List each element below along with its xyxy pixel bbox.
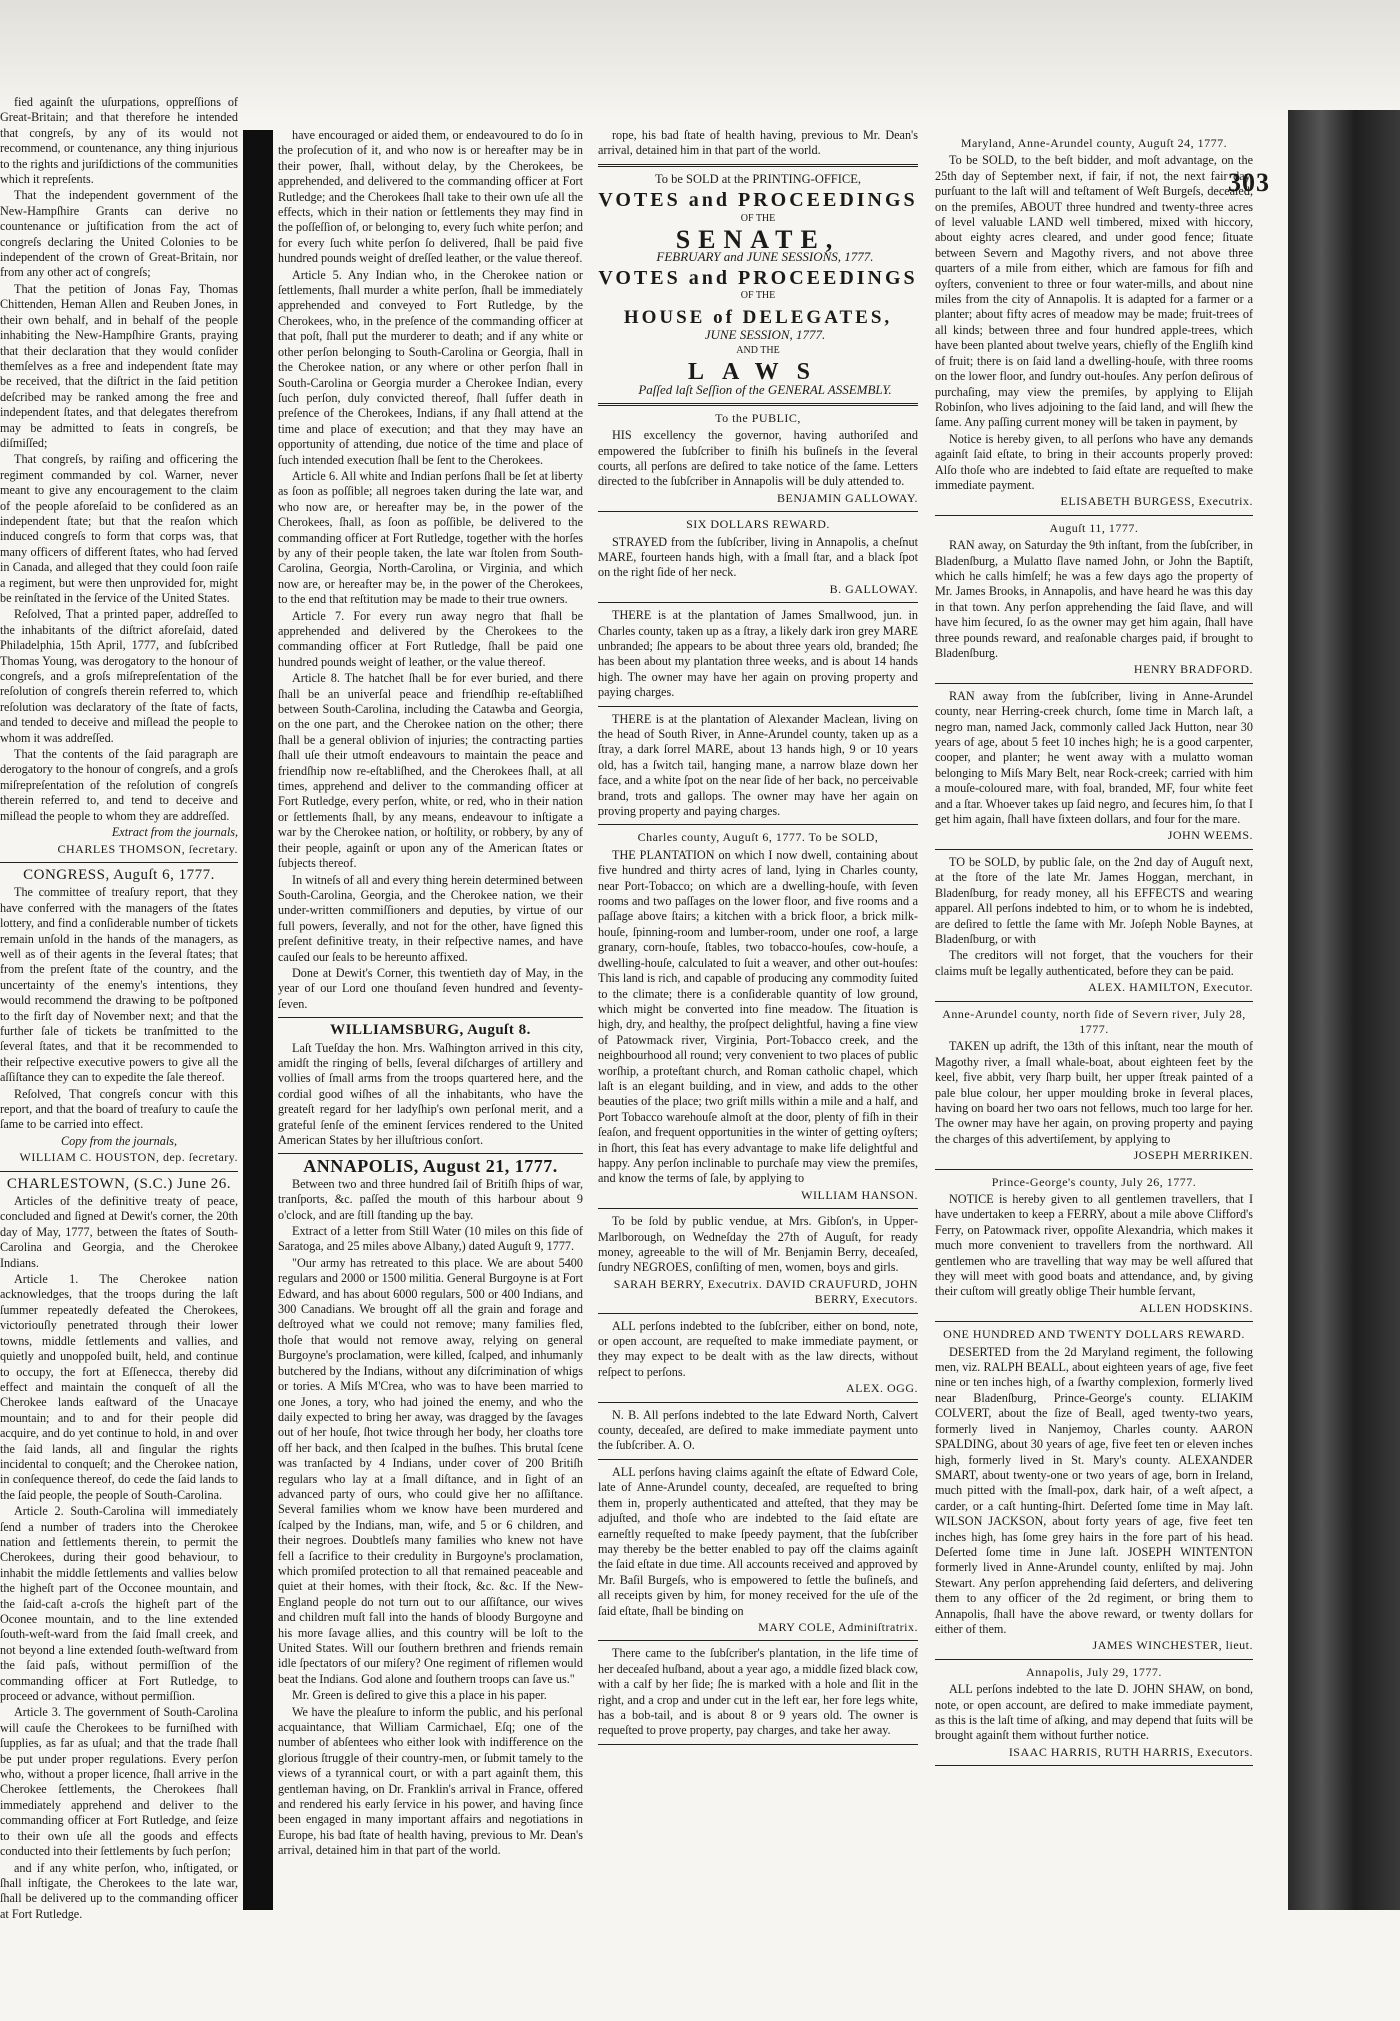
heading-congress: CONGRESS, Auguſt 6, 1777. [23, 866, 215, 883]
article-paragraph: Article 5. Any Indian who, in the Cherokee nation or ſettlements, ſhall murder a white perſon, ſhall be immediately apprehended and conveyed to Fort Rutledge, by the Cherokees, who, in the preſence of the commanding officer at that poſt, ſhall put the murderer to death; and if any white or other perſon belonging to South-Carolina or Georgia, ſhall in the Cherokee nation, or any where or other perſon ſhall in South-Carolina or Georgia murder a Cherokee Indian, every ſuch perſon, duly convicted thereof, ſhall ſuffer death in preſence of the Cherokees, Indians, if any ſhall attend at the time and place of execution; and that they may have an opportunity of attending, due notice of the time and place of ſuch intended execution ſhall be ſent to the Cherokees. [278, 267, 583, 467]
advertisement-body: TAKEN up adrift, the 13th of this inſtant, near the mouth of Magothy river, a ſmall whale-boat, about eighteen feet by the keel, five abbit, very ſharp built, her upper ſtreak painted of a pale blue colour, her upper moulding broke in ſeveral places, having on board her two oars not fellows, much too large for her. The owner may have her again, on proving property and paying the charges of this advertiſement, by applying to [935, 1039, 1253, 1146]
article-paragraph: Mr. Green is deſired to give this a place in his paper. [292, 1688, 547, 1703]
advertisement [598, 712, 918, 826]
rule [935, 1321, 1253, 1322]
article-paragraph: In witneſs of all and every thing herein determined between South-Carolina, Georgia, and the Cherokee nation, we their under-written commiſſioners and deputies, by virtue of our full powers, ſeverally, and not for the other, have ſigned this preſent definitive treaty, in their reſpective names, and have cauſed our ſeals to be hereunto affixed. [278, 872, 583, 964]
advertisement-body: TO be SOLD, by public ſale, on the 2nd day of Auguſt next, at the ſtore of the late Mr. James Hoggan, merchant, in Bladenſburg, for ready money, all his EFFECTS and wearing apparel. All perſons indebted to him, or to whom he is indebted, are deſired to ſettle the ſame with Mr. Joſeph Noble Baynes, at Bladenſburg, or with [935, 854, 1253, 946]
house-title: HOUSE of DELEGATES, [623, 306, 893, 328]
article-paragraph: That the contents of the ſaid paragraph are derogatory to the honour of congreſs, and a groſs miſrepreſentation of the reſolution of congreſs therein referred to, and tend to deceive and miſlead the people to whom they are addreſſed. [0, 747, 238, 823]
rule [278, 1153, 583, 1154]
advertisement [598, 1214, 918, 1313]
rule [935, 683, 1253, 684]
rule [935, 1001, 1253, 1002]
advertisement [935, 1665, 1253, 1766]
advertisement-body: THE PLANTATION on which I now dwell, containing about five hundred and thirty acres of land, lying in Charles county, near Port-Tobacco; on which are a dwelling-houſe, with ſeven rooms and two paſſages on the lower floor, and five rooms and a paſſage above ſtairs; a kitchen with a brick floor, a brick milk-houſe, ſpinning-room and lumber-room, under one roof, a large granary, corn-houſe, ſtables, two tobacco-houſes, cow-houſe, a dwelling-houſe, calculated to ſuit a weaver, and other out-houſes: This land is rich, and capable of producing any commodity ſuited to the climate; there is a conſiderable quantity of low ground, which might be converted into fine meadow. The ſituation is high, dry, and healthy, the proſpect delightful, having a fine view of Patowmack river, Virginia, Port-Tobacco creek, and the neighbourhood all round; very convenient to two places of public worſhip, a proteſtant church, and Roman catholic chapel, which laſt is an elegant building, and in view, and adds to the other beauties of the place; two griſt mills within a mile and a half, and Port Tobacco warehouſe almoſt at the door, plenty of fiſh in their ſeaſon, and frequent opportunities in the winter of getting oyſters; in ſhort, this ſeat has every advantage to make life delightful and happy. Any perſon inclinable to purchaſe may view the premiſes, and know the terms of ſale, by applying to [598, 847, 918, 1186]
and-the-label: AND THE [736, 345, 780, 357]
advertisement-heading: Annapolis, July 29, 1777. [1026, 1664, 1162, 1679]
column-2-paragraphs [278, 128, 583, 1012]
advertisement-heading: Anne-Arundel county, north ſide of Severn river, July 28, 1777. [942, 1006, 1246, 1036]
rule [935, 1765, 1253, 1766]
article-paragraph: fied againſt the uſurpations, oppreſſions of Great-Britain; and that therefore he intended that congreſs, by any of its would not recommend, or countenance, any thing injurious to the rights and juriſdictions of the communities which it repreſents. [0, 95, 238, 187]
rule [598, 1744, 918, 1745]
signature-houston: WILLIAM C. HOUSTON, dep. ſecretary. [19, 1150, 238, 1165]
advertisement [598, 517, 918, 603]
page-number: 303 [1228, 168, 1270, 197]
column-1 [0, 95, 238, 1975]
advertisement-signature: ALLEN HODSKINS. [1139, 1300, 1253, 1315]
rule [935, 849, 1253, 850]
signature-thomson: CHARLES THOMSON, ſecretary. [57, 841, 238, 856]
advertisement-heading: SIX DOLLARS REWARD. [686, 517, 830, 532]
article-paragraph: Done at Dewit's Corner, this twentieth day of May, in the year of our Lord one thouſand ſeven hundred and ſeventy-ſeven. [278, 965, 583, 1011]
column-1-paragraphs-3 [0, 1194, 238, 1922]
advertisement [598, 608, 918, 706]
advertisement-signature: JAMES WINCHESTER, lieut. [1092, 1638, 1253, 1653]
laws-title: LAWS [687, 358, 829, 385]
rule [598, 1313, 918, 1314]
article-paragraph: That congreſs, by raiſing and officering the regiment commanded by col. Warner, never meant to give any encouragement to the claim of the people aforeſaid to be conſidered as an independent ſtate; but that the reaſon which induced congreſs to form that corps was, that many officers of different ſtates, who had ſerved in Canada, and alleged that they could ſoon raiſe a regiment, but were then unprovided for, might be reinſtated in the ſervice of the United States. [0, 452, 238, 605]
advertisement-signature: JOHN WEEMS. [1167, 828, 1253, 843]
advertisement-signature: WILLIAM HANSON. [801, 1187, 918, 1202]
advertisement [935, 1007, 1253, 1170]
rule [598, 1402, 918, 1403]
article-paragraph: That the independent government of the New-Hampſhire Grants can derive no countenance or juſtification from the act of congreſs declaring the United Colonies to be independent of the crown of Great-Britain, nor from any other act of congreſs; [0, 188, 238, 280]
rule [0, 1171, 238, 1172]
rule [598, 1640, 918, 1641]
column-1-paragraphs [0, 95, 238, 824]
advertisement [598, 1319, 918, 1403]
advertisement-signature: B. GALLOWAY. [829, 581, 918, 596]
advertisement [598, 1465, 918, 1641]
votes-title-1: VOTES and PROCEEDINGS [598, 189, 918, 212]
advertisement-signature: ALEX. HAMILTON, Executor. [1088, 980, 1253, 995]
extract-label: Extract from the journals, [111, 825, 238, 840]
continued-paragraph: rope, his bad ſtate of health having, previous to Mr. Dean's arrival, detained him in that part of the world. [598, 128, 918, 158]
article-paragraph: have encouraged or aided them, or endeavoured to do ſo in the proſecution of it, and who now is or hereafter may be in their power, ſhall, without delay, by the Cherokees, be apprehended, and delivered to the commanding officer at Fort Rutledge; and the Cherokees ſhall take to their own uſe all the effects, which in their nation or ſettlements they may find in the poſſeſſion of, or belonging to, every ſuch white perſon; and for every ſuch white perſon ſo delivered, ſhall be paid five hundred pounds weight of dreſſed leather, or the value thereof. [278, 128, 583, 266]
rule [598, 403, 918, 406]
advertisement-body: NOTICE is hereby given to all gentlemen travellers, that I have undertaken to keep a FERRY, about a mile above Clifford's Ferry, on Patowmack river, oppoſite Alexandria, which makes it much more convenient to travellers from the northward. All gentlemen who are travelling that way may be well aſſured that they will meet with good boats and attendance, and, by giving their cuſtom will greatly oblige Their humble ſervant, [935, 1192, 1253, 1299]
heading-williamsburg: WILLIAMSBURG, Auguſt 8. [330, 1022, 531, 1039]
article-paragraph: The committee of treaſury report, that they have conferred with the managers of the ſtates lottery, and find a conſiderable number of tickets remain unſold in the hands of the managers, as well as of their agents in the ſeveral ſtates; that from the preſent ſtate of the country, and the uncertainty of the enemy's intentions, they would recommend the drawing to be poſtponed to the firſt day of November next; and that the further ſale of tickets be tranſmitted to the ſeveral ſtates, and that it be recommended to their reſpective executive powers to give all the aſſiſtance they can to expedite the ſale thereof. [0, 885, 238, 1085]
advertisement [598, 411, 918, 512]
advertisement [935, 689, 1253, 850]
advertisement-heading: Maryland, Anne-Arundel county, Auguſt 24, 1777. [960, 136, 1228, 150]
column-2-paragraphs-3 [278, 1177, 583, 1859]
book-edge [1288, 110, 1400, 1910]
advertisement-body: N. B. All perſons indebted to the late Edward North, Calvert county, deceaſed, are deſired to make immediate payment unto the ſubſcriber. A. O. [598, 1407, 918, 1453]
of-the-label: OF THE [740, 212, 776, 224]
advertisement-body: ALL perſons having claims againſt the eſtate of Edward Cole, late of Anne-Arundel county, deceaſed, are requeſted to bring them in, properly authenticated and atteſted, that they may be adjuſted, and thoſe who are indebted to the ſaid eſtate are earneſtly requeſted to make ſpeedy payment, that the ſubſcriber may thereby be the better enabled to pay off the claims againſt the ſaid eſtate in due time. All accounts received and approved by Mr. Baſil Burgeſs, who is empowered to ſettle the buſineſs, and all receipts given by him, for money received for the uſe of the ſaid eſtate, ſhall be binding on [598, 1464, 918, 1618]
rule [598, 602, 918, 603]
advertisement-body: There came to the ſubſcriber's plantation, in the life time of her deceaſed huſband, about a year ago, a middle ſized black cow, with a calf by her ſide; ſhe is marked with a hole and ſlit in the right, and a crop and under cut in the left ear, her fore legs white, has a bob-tail, and is about 8 or 9 years old. The owner is requeſted to prove property, pay charges, and take her away. [598, 1646, 918, 1738]
rule [598, 1459, 918, 1460]
article-paragraph: and if any white perſon, who, inſtigated, or ſhall inſtigate, the Cherokees to the late war, ſhall be delivered up to the commanding officer at Fort Rutledge. [0, 1860, 238, 1921]
advertisement-note: The creditors will not forget, that the vouchers for their claims muſt be legally authenticated, before they can be paid. [935, 948, 1253, 978]
advertisement [598, 1408, 918, 1460]
advertisement-body: To be ſold by public vendue, at Mrs. Gibſon's, in Upper-Marlborough, on Wedneſday the 27th of Auguſt, for ready money, agreeable to the will of Mr. Benjamin Berry, deceaſed, ſundry NEGROES, conſiſting of men, women, boys and girls. [598, 1214, 918, 1275]
rule [598, 824, 918, 825]
advertisement [935, 521, 1253, 684]
article-paragraph: Article 1. The Cherokee nation acknowledges, that the troops during the laſt ſummer repeatedly defeated the Cherokees, victoriouſly penetrated through their lower towns, middle ſettlements and vallies, and quietly and unoppoſed built, held, and continue to occupy, the fort at Eſſenecca, thereby did effect and maintain the conqueſt of all the Cherokee lands eaſtward of the Unacaye mountain; and to and for their people did acquire, and do yet continue to hold, in and over the ſaid lands, all and ſingular the rights incidental to conqueſt; and the Cherokee nation, in conſequence thereof, do cede the ſaid lands to the ſaid people, the people of South-Carolina. [0, 1272, 238, 1502]
article-paragraph: Between two and three hundred ſail of Britiſh ſhips of war, tranſports, &c. paſſed the mouth of this harbour about 9 o'clock, and are ſtill ſtanding up the bay. [278, 1176, 583, 1222]
article-paragraph: Laſt Tueſday the hon. Mrs. Waſhington arrived in this city, amidſt the ringing of bells, ſeveral diſcharges of artillery and vollies of ſmall arms from the troops quartered here, and the cordial good wiſhes of all the inhabitants, who have the greateſt regard for her ladyſhip's own perſonal merit, and a grateful ſenſe of the eminent ſervices rendered to the United American States by her illuſtrious conſort. [278, 1040, 583, 1147]
advertisement-signature: HENRY BRADFORD. [1133, 662, 1253, 677]
article-paragraph: Article 7. For every run away negro that ſhall be apprehended and delivered by the Cherokees to the commanding officer at Fort Rutledge, ſhall be paid one hundred pounds weight of leather, or the value thereof. [278, 608, 583, 669]
advertisement-heading: ONE HUNDRED AND TWENTY DOLLARS REWARD. [943, 1327, 1245, 1342]
advertisement-note: Notice is hereby given, to all perſons who have any demands againſt ſaid eſtate, to bring in their accounts properly proved: Alſo thoſe who are indebted to ſaid eſtate are requeſted to make immediate payment. [935, 431, 1253, 492]
advertisement [598, 830, 918, 1209]
votes-title-2: VOTES and PROCEEDINGS [598, 266, 918, 289]
article-paragraph: That the petition of Jonas Fay, Thomas Chittenden, Heman Allen and Reuben Jones, in their own behalf, and in behalf of the people inhabiting the New-Hampſhire Grants, praying that their declaration that they would conſider themſelves as a free and independent ſtate may be received, that the diſtrict in the ſaid petition deſcribed may be ranked among the free and independent ſtates, and that delegates therefrom may be admitted to ſeats in congreſs, be diſmiſſed; [0, 281, 238, 450]
article-paragraph: We have the pleaſure to inform the public, and his perſonal acquaintance, that William Carmichael, Eſq; one of the number of abſentees who either look with indifference on the glorious ſtruggle of their country-men, or ſubmit tamely to the views of a tyrannical court, or with a part againſt them, this gentleman having, on Dr. Franklin's arrival in France, offered and rendered his early ſervice in his power, and having ſince been engaged in many important affairs and negotiations in Europe, his bad ſtate of health having, previous to Mr. Dean's arrival, detained him in that part of the world. [278, 1704, 583, 1858]
copy-label: Copy from the journals, [60, 1133, 177, 1148]
advertisement-signature: MARY COLE, Adminiſtratrix. [758, 1619, 918, 1634]
advertisement-body: ALL perſons indebted to the late D. JOHN SHAW, on bond, note, or open account, are deſired to make immediate payment, as this is the laſt time of aſking, and may depend that ſuits will be brought againſt them without further notice. [935, 1682, 1253, 1743]
advertisement [598, 1646, 918, 1744]
advertisement-signature: SARAH BERRY, Executrix. DAVID CRAUFURD, JOHN BERRY, Executors. [613, 1276, 918, 1307]
advertisement-body: DESERTED from the 2d Maryland regiment, the following men, viz. RALPH BEALL, about eighteen years of age, five feet nine or ten inches high, of a ſwarthy complexion, formerly lived near Bladenſburg, Prince-George's county. ELIAKIM COLVERT, about the ſize of Beall, aged twenty-two years, formerly lived in Nanjemoy, Charles county. AARON SPALDING, about 30 years of age, five feet ten or eleven inches high, formerly lived in St. Mary's county. ALEXANDER SMART, about twenty-one or two years of age, born in Ireland, much pitted with the ſmall-pox, dark hair, of a weſt aſpect, a carder, or a caſt hunting-ſhirt. Deſerted ſome time in May laſt. WILSON JACKSON, about forty years of age, five feet ten inches high, has ſome grey hairs in the fore part of his head. Deſerted ſome time in June laſt. JOSEPH WINTENTON formerly lived in Anne-Arundel county, enliſted by maj. John Stewart. Any perſon apprehending ſaid deſerters, and delivering them to any officer of the 2d regiment, or bring them to Annapolis, ſhall have the above reward, or twenty dollars for either of them. [935, 1344, 1253, 1636]
article-paragraph: Article 8. The hatchet ſhall be for ever buried, and there ſhall be an univerſal peace and friendſhip re-eſtabliſhed between South-Carolina, including the Catawba and Georgia, on the one part, and the Cherokee nation on the other; there ſhall be a general oblivion of injuries; the contracting parties ſhall uſe their utmoſt endeavours to maintain the peace and friendſhip now re-eſtabliſhed, and the Cherokees ſhall, at all times, apprehend and deliver to the commanding officer at Fort Rutledge, every perſon, white, or red, who in their nation or ſettlements ſhall, by any means, endeavour to inſtigate a war by the Cherokee nation, or hoſtility, or robbery, by any of their people, againſt or upon any of the American ſtates or ſubjects thereof. [278, 671, 583, 871]
page-gutter [243, 130, 273, 1910]
article-paragraph: Extract of a letter from Still Water (10 miles on this ſide of Saratoga, and 25 miles above Albany,) dated Auguſt 9, 1777. [278, 1224, 583, 1254]
column-2 [278, 128, 583, 1978]
advertisement-body: To be SOLD, to the beſt bidder, and moſt advantage, on the 25th day of September next, if fair, if not, the next fair day, purſuant to the laſt will and teſtament of Weſt Burgeſs, deceaſed, on the premiſes, ABOUT three hundred and twenty-three acres of level valuable LAND well timbered, mixed with hiccory, about eighty acres cleared, and under good fence; ſituate between Severn and Magothy rivers, and not above three quarters of a mile from either, which are famous for fiſh and oyſters, convenient to three or four water-mills, and about nine miles from the city of Annapolis. It is adapted for a farmer or a planter; about fifty acres of meadow may be made; fruit-trees of all kinds; between three and four hundred apple-trees, which have been planted about twelve years, chiefly of the Engliſh kind of fruit; there is on ſaid land a dwelling-houſe, with three rooms on the lower floor, and ſundry out-houſes. Any perſon deſirous of purchaſing, may view the premiſes, by applying to Elijah Robinſon, who lives adjoining to the ſaid land, and will ſhew the ſame. Any paſſing current money will be taken in payment, by [935, 153, 1253, 430]
rule [935, 515, 1253, 516]
heading-charlestown: CHARLESTOWN, (S.C.) June 26. [6, 1175, 232, 1192]
advertisement-signature: ISAAC HARRIS, RUTH HARRIS, Executors. [1008, 1744, 1253, 1759]
advertisement-heading: To the PUBLIC, [715, 410, 801, 425]
advertisement-signature: JOSEPH MERRIKEN. [1133, 1148, 1253, 1163]
heading-annapolis: ANNAPOLIS, August 21, 1777. [303, 1156, 558, 1177]
advertisement-signature: ALEX. OGG. [846, 1381, 918, 1396]
passed-label: Paſſed laſt Seſſion of the GENERAL ASSEMBLY. [638, 382, 892, 398]
advertisement-body: RAN away from the ſubſcriber, living in Anne-Arundel county, near Herring-creek church, ſome time in March laſt, a negro man, named Jack, commonly called Jack Hutton, near 30 years of age, about 5 feet 10 inches high; he is a good carpenter, cooper, and planter; he went away with a mulatto woman belonging to Miſs Mary Belt, near Rock-creek; carried with him a mouſe-coloured mare, with foal, branded, MF, four white feet and a ſtar. Whoever takes up ſaid negro, and ſecures him, ſo that I get him again, ſhall have ſixteen dollars, and four for the mare. [935, 688, 1253, 827]
article-paragraph: Article 3. The government of South-Carolina will cauſe the Cherokees to be furniſhed with ſupplies, as far as uſual; and that the trade ſhall be put under proper regulations. Every perſon who, without a proper licence, ſhall arrive in the Cherokee ſettlements, the Cherokees ſhall immediately apprehend and deliver to the commanding officer at Fort Rutledge, and ſeize to their own uſe all the goods and effects conducted into their ſettlements by ſuch perſon; [0, 1705, 238, 1859]
column-3-advertisements [598, 411, 918, 1745]
june-session-label: JUNE SESSION, 1777. [704, 327, 826, 343]
advertisement-heading: Prince-George's county, July 26, 1777. [991, 1174, 1197, 1189]
advertisement-heading: Charles county, Auguſt 6, 1777. To be SOLD, [637, 830, 879, 845]
article-paragraph: "Our army has retreated to this place. We are about 5400 regulars and 2000 or 1500 militia. General Burgoyne is at Fort Edward, and has about 6000 regulars, 500 or 400 Indians, and 300 Canadians. We brought off all the grain and forage and deſtroyed what we could not remove; many families fled, thoſe that would not remove away, relying on general Burgoyne's proclamation, were killed, ſcalped, and inhumanly butchered by the Indians, without any diſcrimination of whigs or tories. A Miſs M'Crea, who was to have been married to one Jones, a tory, who had joined the enemy, and who the daily expected to bring her away, was dragged by the ſavages out of her houſe, ſhot twice through her body, her cloaths tore off her back, and then ſcalped in the buſhes. This brutal ſcene was tranſacted by 4 Indians, under cover of 200 Britiſh regulars who lay at a ſmall diſtance, and in ſight of an advanced party of ours, who could give her no aſſiſtance. Several families whom we know have been murdered and ſcalped by the Indians, man, wife, and 5 or 6 children, and their negroes. Doubtleſs many families who knew not have fell a ſacrifice to their credulity in Burgoyne's proclamation, which promiſed protection to all that remained peaceable and quiet at their homes, with their ſtock, &c. &c. If the New-England people do not turn out to our aſſiſtance, our wives and children muſt fall into the hands of bloody Burgoyne and his more ſavage allies, and this country will be loſt to the United States. Will our ſouthern brethren and friends remain idle ſpectators of our miſery? One regiment of riflemen would beat the Indians. God alone and ſouthern troops can ſave us." [278, 1255, 583, 1686]
sessions-label: FEBRUARY and JUNE SESSIONS, 1777. [656, 249, 874, 265]
of-the-label: OF THE [740, 290, 776, 302]
advertisement [935, 855, 1253, 1002]
article-paragraph: Reſolved, That congreſs concur with this report, and that the board of treaſury to cauſe the ſame to be carried into effect. [0, 1086, 238, 1132]
advertisement [935, 136, 1253, 516]
rule [598, 511, 918, 512]
column-2-paragraphs-2 [278, 1041, 583, 1149]
column-4-advertisements [935, 136, 1253, 1766]
advertisement-body: THERE is at the plantation of Alexander Maclean, living on the head of South River, in Anne-Arundel county, taken up as a ſtray, a dark ſorrel MARE, about 13 hands high, 9 or 10 years old, has a ſwitch tail, hanging mane, a narrow blaze down her face, and a white ſpot on the near ſide of her back, no perceivable brand, trots and gallops. The owner may have her again on proving property and paying charges. [598, 711, 918, 819]
article-paragraph: Article 2. South-Carolina will immediately ſend a number of traders into the Cherokee nation and ſettlements therein, to permit the Cherokees, during their good behaviour, to inhabit the middle ſettlements and vallies below the higheſt part of the Occonee mountain, and the ſaid-caſt a-croſs the higheſt part of the Oconee mountain, and to the line extended ſouth-weſt-ward from the ſaid ſmall creek, and not beyond a line extended ſouth-weſtward from the ſaid paſs, without permiſſion of the commanding officer at Fort Rutledge, to proceed or advance, without permiſſion. [0, 1504, 238, 1704]
advertisement [935, 1327, 1253, 1660]
advertisement-heading: Auguſt 11, 1777. [1049, 520, 1139, 535]
column-3 [598, 128, 918, 1978]
advertisement-signature: BENJAMIN GALLOWAY. [776, 490, 918, 505]
advertisement-signature: ELISABETH BURGESS, Executrix. [1060, 494, 1253, 509]
rule [935, 1169, 1253, 1170]
rule [598, 1208, 918, 1209]
rule [935, 1659, 1253, 1660]
article-paragraph: Article 6. All white and Indian perſons ſhall be ſet at liberty as ſoon as poſſible; all negroes taken during the late war, and who now are, or hereafter may be, in the power of the Cherokees, ſhall, as ſoon as poſſible, be delivered to the commanding officer at Fort Rutledge, together with the horſes by any of their people taken, the late war ſtolen from South-Carolina, Georgia, North-Carolina, or Virginia, and which now are, or hereafter may be, in the power of the Cherokees, to the end that reſtitution may be made to their true owners. [278, 468, 583, 607]
advertisement-body: ALL perſons indebted to the ſubſcriber, either on bond, note, or open account, are requeſted to make immediate payment, or they may expect to be dealt with as the law directs, without reſpect to perſons. [598, 1318, 918, 1379]
sale-intro: To be SOLD at the PRINTING-OFFICE, [654, 171, 862, 186]
rule [598, 164, 918, 167]
rule [278, 1017, 583, 1018]
advertisement-body: HIS excellency the governor, having authoriſed and empowered the ſubſcriber to finiſh his buſineſs in the ſeveral courts, all perſons are deſired to take notice of the ſame. Letters directed to the ſubſcriber in Annapolis will be duly attended to. [598, 428, 918, 489]
article-paragraph: Reſolved, That a printed paper, addreſſed to the inhabitants of the diſtrict aforeſaid, dated Philadelphia, 15th April, 1777, and ſubſcribed Thomas Young, was derogatory to the honour of congreſs, and a groſs miſrepreſentation of the reſolution of congreſs therein referred to, which reſolution was declaratory of the ſtate of facts, and tended to deceive and miſlead the people to whom it was addreſſed. [0, 607, 238, 745]
advertisement [935, 1175, 1253, 1323]
rule [0, 862, 238, 863]
senate-title: SENATE, [675, 225, 841, 255]
advertisement-body: THERE is at the plantation of James Smallwood, jun. in Charles county, taken up as a ſtray, a likely dark iron grey MARE unbranded; ſhe appears to be about three years old, branded; ſhe has been about my plantation three weeks, and is about 14 hands high. The owner may have her again on proving property and paying charges. [598, 608, 918, 700]
column-4 [935, 132, 1253, 1977]
advertisement-body: STRAYED from the ſubſcriber, living in Annapolis, a cheſnut MARE, fourteen hands high, with a ſmall ſtar, and a black ſpot on the right ſide of her neck. [598, 534, 918, 580]
article-paragraph: Articles of the definitive treaty of peace, concluded and ſigned at Dewit's corner, the 20th day of May, 1777, between the ſtates of South-Carolina and Georgia, and the Cherokee Indians. [0, 1194, 238, 1270]
column-1-paragraphs-2 [0, 885, 238, 1133]
rule [598, 706, 918, 707]
advertisement-body: RAN away, on Saturday the 9th inſtant, from the ſubſcriber, in Bladenſburg, a Mulatto ſlave named John, or John the Baptiſt, which he calls himſelf; he was a few days ago the property of Mr. James Brooks, in Annapolis, and have heard he was this day in that town. Any perſon apprehending the ſaid ſlave, and will have him ſecured, ſo as the owner may get him again, ſhall have three pounds reward, and reaſonable charges paid, if brought to Bladenſburg. [935, 538, 1253, 660]
